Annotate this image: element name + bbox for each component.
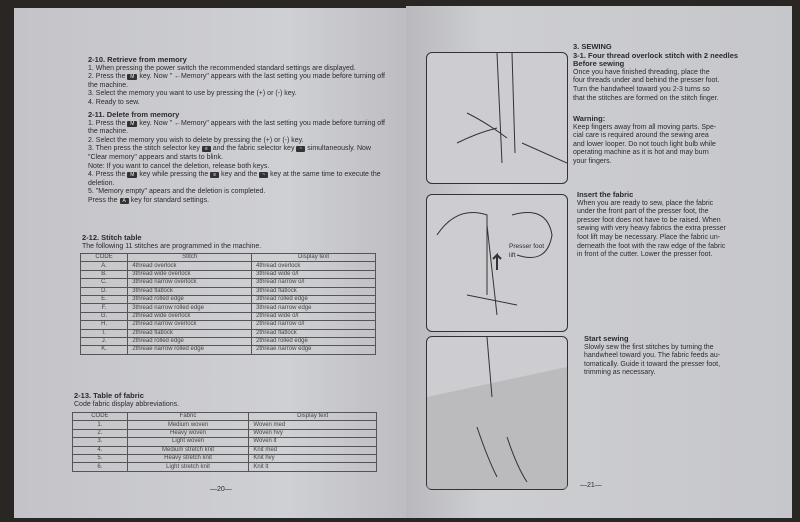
text-line: derneath the foot with the raw edge of the fabric [577,242,726,250]
heading: Start sewing [584,334,629,343]
presser-foot-icon [427,195,567,331]
header-cell: Stitch [128,254,252,262]
text-line: Press the A key for standard settings. [88,196,210,204]
key-icon: ~ [296,146,305,152]
table-row [81,304,376,312]
hands-fabric-icon [427,337,567,489]
text-line: Turn the handwheel toward you 2-3 turns so [573,85,710,93]
text-line: 3. Then press the stitch selector key ≡ and the fabric selector key ~ simultaneously. Now [88,145,371,153]
table-cell: 3thread flatlock [252,287,376,295]
table-row [81,262,376,270]
table-cell: F. [81,304,128,312]
text-line: 3. Select the memory you want to use by pressing the (+) or (-) key. [88,90,297,98]
section-title: 3. SEWING [573,42,612,51]
table-row [81,270,376,278]
table-row [73,463,377,471]
table-cell: 2thread flatlock [128,329,252,337]
text-line: cial care is required around the sewing area [573,132,709,140]
table-header [81,254,376,262]
table-cell: 3thread rolled edge [252,295,376,303]
figure-label: Presser foot lift [509,243,545,259]
text-line: under the front part of the presser foot, the [577,208,709,216]
table-cell: 2thread rolled edge [252,337,376,345]
table-cell: 5. [73,454,128,462]
table-row [81,279,376,287]
table-cell: 2thread narrow o/l [252,321,376,329]
table-cell: 3thread narrow rolled edge [128,304,252,312]
key-icon: A [120,198,129,204]
table-cell: Knit med [249,446,377,454]
table-row [81,346,376,354]
table-cell: Knit lt [249,463,377,471]
text-line: "Clear memory" appears and starts to blink. [88,153,223,161]
table-row [73,438,377,446]
table-cell: 4. [73,446,128,454]
table-cell: C. [81,279,128,287]
key-icon: ≡ [210,172,219,178]
key-icon: ~ [259,172,268,178]
table-cell: 2thread flatlock [252,329,376,337]
text-line: Keep fingers away from all moving parts. Spe- [573,123,717,131]
section-2-10 [88,56,385,108]
table-row [81,321,376,329]
table-row [81,295,376,303]
table-row [81,312,376,320]
table-row [81,329,376,337]
table-cell: 3thread flatlock [128,287,252,295]
table-cell: Heavy stretch knit [127,454,249,462]
table-cell: 2threae narrow rolled edge [128,346,252,354]
text-line: deletion. [88,179,115,187]
table-cell: 3thread narrow overlock [128,279,252,287]
text-line: Once you have finished threading, place the [573,68,710,76]
table-row [73,429,377,437]
text-line: Slowly sew the first stitches by turning the [584,343,714,351]
text-line: presser foot does not have to be raised. When [577,216,721,224]
table-cell: D. [81,287,128,295]
table-row [81,287,376,295]
table-cell: 2threae narrow edge [252,346,376,354]
text-line: 1. When pressing the power switch the recommended standard settings are displayed. [88,64,356,72]
table-cell: Heavy woven [127,429,249,437]
text-line: the machine. [88,128,129,136]
table-row [81,337,376,345]
table-cell: 2thread wide o/l [252,312,376,320]
table-row [73,421,377,429]
needle-hand-icon [427,53,567,183]
table-cell: 3. [73,438,128,446]
intro: The following 11 stitches are programmed in the machine. [82,242,262,250]
table-cell: Woven hvy [249,429,377,437]
section-2-13-heading [74,392,179,409]
heading: 2-11. Delete from memory [88,110,180,119]
fabric-table [72,412,377,472]
text-line: 5. "Memory empty" apears and the deletion is completed. [88,188,266,196]
sewing-intro [573,43,738,103]
heading: Insert the fabric [577,190,634,199]
heading: Before sewing [573,59,625,69]
text-line: operating machine as it is hot and may burn [573,149,709,157]
table-cell: 1. [73,421,128,429]
text-line: 2. Press the M key. Now " ←Memory" appears with the last setting you made before turning off [88,73,385,81]
text-line: in front of the cutter. Lower the presser foot. [577,251,713,259]
presser-foot-illustration [426,194,568,332]
table-cell: J. [81,337,128,345]
text-line: Note: If you want to cancel the deletion, release both keys. [88,162,270,170]
header-cell: Display text [252,254,376,262]
table-cell: Light woven [127,438,249,446]
subsection-title: 3-1. Four thread overlock stitch with 2 needles [573,50,739,60]
table-cell: 3thread wide o/l [252,270,376,278]
table-cell: Knit hvy [249,454,377,462]
heading: 2-13. Table of fabric [74,391,144,400]
table-cell: 4thread overlock [252,262,376,270]
table-cell: 3thread narrow edge [252,304,376,312]
text-line: and lower looper. Do not touch light bulb while [573,140,716,148]
intro: Code fabric display abbreviations. [74,400,180,408]
table-cell: K. [81,346,128,354]
page-number: —21— [580,482,602,489]
text-line: your fingers. [573,157,612,165]
insert-fabric [577,191,726,260]
section-2-11 [88,111,385,206]
text-line: sewing with very heavy fabrics the extra presser [577,225,727,233]
text-line: the machine. [88,81,129,89]
table-cell: Medium stretch knit [127,446,249,454]
table-cell: B. [81,270,128,278]
header-cell: CODE [81,254,128,262]
table-cell: 2thread rolled edge [128,337,252,345]
table-cell: 3thread rolled edge [128,295,252,303]
heading: 2-10. Retrieve from memory [88,55,187,64]
text-line: handwheel toward you. The fabric feeds au- [584,352,721,360]
table-row [73,446,377,454]
heading: 2-12. Stitch table [82,233,142,242]
warning [573,115,716,167]
heading: Warning: [573,114,606,123]
text-line: 4. Press the M key while pressing the ≡ key and the ~ key at the same time to execute the [88,171,381,179]
text-line: 2. Select the memory you wish to delete by pressing the (+) or (-) key. [88,136,304,144]
threading-illustration [426,52,568,184]
text-line: 4. Ready to sew. [88,98,140,106]
table-cell: Medium woven [127,421,249,429]
table-cell: 6. [73,463,128,471]
table-cell: Light stretch knit [127,463,249,471]
key-icon: M [127,121,137,127]
text-line: that the stitches are formed on the stitch finger. [573,94,719,102]
stitch-table [80,253,376,355]
header-cell: Display text [249,413,377,421]
table-cell: 2thread wide overlock [128,312,252,320]
table-cell: I. [81,329,128,337]
header-cell: CODE [73,413,128,421]
table-cell: 2thread narrow overlock [128,321,252,329]
text-line: When you are ready to sew, place the fabric [577,199,714,207]
table-cell: Woven lt [249,438,377,446]
text-line: foot lift may be necessary. Place the fabric un- [577,233,721,241]
table-row [73,454,377,462]
key-icon: ≡ [202,146,211,152]
table-cell: H. [81,321,128,329]
start-sewing-illustration [426,336,568,490]
page-number: —20— [210,486,232,493]
text-line: four threads under and behind the presser foot. [573,77,720,85]
start-sewing [584,335,720,378]
header-cell: Fabric [127,413,249,421]
text-line: tomatically. Guide it toward the presser foot, [584,360,721,368]
table-cell: 3thread wide overlock [128,270,252,278]
table-cell: E. [81,295,128,303]
table-cell: 3thread narrow o/l [252,279,376,287]
section-2-12-heading [82,234,261,251]
text-line: 1. Press the M key. Now " ←Memory" appears with the last setting you made before turning off [88,119,385,127]
table-cell: G. [81,312,128,320]
key-icon: M [127,172,137,178]
table-header [73,413,377,421]
table-cell: 2. [73,429,128,437]
table-cell: Woven med [249,421,377,429]
key-icon: M [127,74,137,80]
text-line: trimming as necessary. [584,369,656,377]
table-cell: A. [81,262,128,270]
table-cell: 4thread overlock [128,262,252,270]
